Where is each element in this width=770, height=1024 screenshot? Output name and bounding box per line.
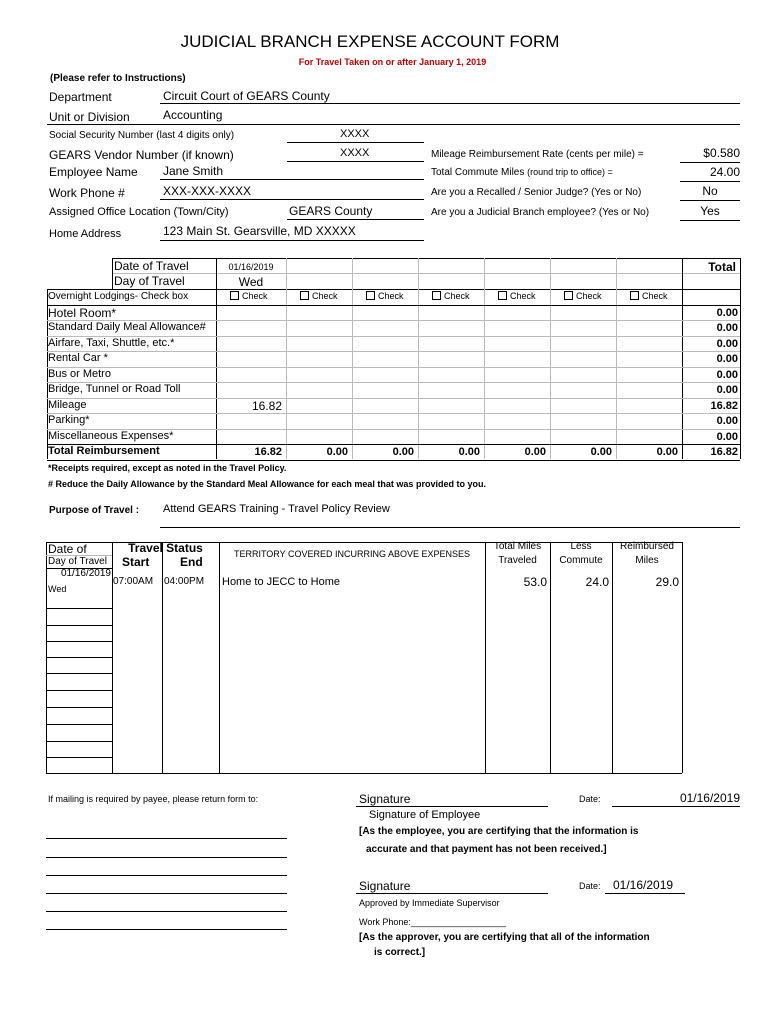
checkbox-label: Check xyxy=(312,291,338,301)
expense-row-total: 0.00 xyxy=(716,384,738,396)
column-total: 0.00 xyxy=(524,446,546,458)
supervisor-date-field[interactable]: 01/16/2019 xyxy=(613,878,674,892)
expense-row-total: 0.00 xyxy=(716,430,738,443)
checkbox-label: Check xyxy=(378,291,404,301)
mailing-note: If mailing is required by payee, please return form to: xyxy=(48,794,259,804)
expense-row-total: 0.00 xyxy=(716,353,738,365)
supervisor-work-phone[interactable]: Work Phone:___________________ xyxy=(359,917,506,927)
day-of-travel-header: Day of Travel xyxy=(48,556,107,567)
checkbox-label: Check xyxy=(576,291,602,301)
employee-name-label: Employee Name xyxy=(49,165,138,179)
approver-certification-1: [As the approver, you are certifying that all of the information xyxy=(359,932,650,943)
travel-row-miles[interactable]: 53.0 xyxy=(523,575,547,589)
ssn-field[interactable]: XXXX xyxy=(340,128,370,140)
date-of-header: Date of xyxy=(48,542,87,556)
end-header: End xyxy=(180,555,203,569)
travel-row-territory[interactable]: Home to JECC to Home xyxy=(222,576,340,588)
expense-row-label: Hotel Room* xyxy=(48,305,117,320)
vendor-label: GEARS Vendor Number (if known) xyxy=(49,148,234,162)
less-commute-header xyxy=(550,541,612,566)
column-total: 0.00 xyxy=(326,446,348,458)
office-label: Assigned Office Location (Town/City) xyxy=(49,206,229,218)
lodging-checkbox-2[interactable] xyxy=(300,291,338,301)
travel-row-start[interactable]: 07:00AM xyxy=(113,576,154,587)
expense-row-label: Bridge, Tunnel or Road Toll xyxy=(48,383,181,395)
employee-signature-label: Signature xyxy=(359,792,411,806)
senior-judge-label: Are you a Recalled / Senior Judge? (Yes or No) xyxy=(431,187,642,198)
expense-row-total: 16.82 xyxy=(710,399,738,412)
travel-row-end[interactable]: 04:00PM xyxy=(164,576,205,587)
employee-date-label: Date: xyxy=(579,794,601,804)
expense-row-label: Mileage xyxy=(48,398,87,411)
column-total: 16.82 xyxy=(254,446,282,458)
home-address-field[interactable]: 123 Main St. Gearsville, MD XXXXX xyxy=(163,224,356,238)
reduce-allowance-note: # Reduce the Daily Allowance by the Standard Meal Allowance for each meal that was provided to you. xyxy=(48,479,486,489)
form-title: JUDICIAL BRANCH EXPENSE ACCOUNT FORM xyxy=(180,32,560,51)
checkbox-label: Check xyxy=(642,291,668,301)
column-total: 0.00 xyxy=(458,446,480,458)
expense-row-value[interactable]: 16.82 xyxy=(251,398,282,413)
total-header: Total xyxy=(708,260,736,274)
lodging-checkbox-7[interactable] xyxy=(630,291,668,301)
lodging-checkbox-1[interactable] xyxy=(230,291,268,301)
travel-row-day[interactable]: Wed xyxy=(48,584,67,594)
work-phone-field[interactable]: XXX-XXX-XXXX xyxy=(163,184,252,198)
home-address-label: Home Address xyxy=(49,228,122,240)
commute-miles-note: (round trip to office) = xyxy=(527,167,613,177)
ssn-label: Social Security Number (last 4 digits only) xyxy=(49,130,235,141)
expense-row-total: 0.00 xyxy=(716,415,738,427)
expense-row-label: Parking* xyxy=(48,414,90,426)
approved-by-caption: Approved by Immediate Supervisor xyxy=(359,898,500,908)
expense-row-total: 0.00 xyxy=(716,306,738,319)
total-miles-header-2: Traveled xyxy=(498,555,537,566)
checkbox-square[interactable] xyxy=(366,291,375,300)
department-label: Department xyxy=(49,90,112,104)
total-miles-header-1: Total Miles xyxy=(493,541,542,552)
column-total: 0.00 xyxy=(392,446,414,458)
reimbursed-miles-header-2: Miles xyxy=(635,555,659,566)
purpose-field[interactable]: Attend GEARS Training - Travel Policy Review xyxy=(163,503,390,515)
lodging-checkbox-3[interactable] xyxy=(366,291,404,301)
commute-miles-field[interactable]: 24.00 xyxy=(709,165,740,179)
lodging-checkbox-6[interactable] xyxy=(564,291,602,301)
commute-miles-label xyxy=(431,167,613,178)
checkbox-square[interactable] xyxy=(300,291,309,300)
checkbox-square[interactable] xyxy=(498,291,507,300)
lodging-checkbox-4[interactable] xyxy=(432,291,470,301)
employee-signature-caption: Signature of Employee xyxy=(369,809,481,821)
total-miles-header xyxy=(485,541,550,566)
purpose-label: Purpose of Travel : xyxy=(49,505,140,516)
date-of-travel-label: Date of Travel xyxy=(114,259,189,273)
judicial-employee-field[interactable]: Yes xyxy=(700,204,720,218)
judicial-employee-label: Are you a Judicial Branch employee? (Yes or No) xyxy=(431,207,650,218)
checkbox-square[interactable] xyxy=(564,291,573,300)
employee-certification-2: accurate and that payment has not been received.] xyxy=(366,844,607,855)
unit-label: Unit or Division xyxy=(49,110,130,124)
checkbox-label: Check xyxy=(510,291,536,301)
day-of-travel-label: Day of Travel xyxy=(114,274,185,288)
expense-row-label: Airfare, Taxi, Shuttle, etc.* xyxy=(48,336,175,349)
office-field[interactable]: GEARS County xyxy=(289,204,373,218)
work-phone-label: Work Phone # xyxy=(49,186,125,200)
expense-row-label: Rental Car * xyxy=(48,352,108,364)
less-commute-header-1: Less xyxy=(570,541,592,552)
form-subtitle: For Travel Taken on or after January 1, 2019 xyxy=(298,57,487,67)
travel-status-header: Travel Status xyxy=(128,541,203,555)
travel-row-less-commute[interactable]: 24.0 xyxy=(585,575,609,589)
employee-name-field[interactable]: Jane Smith xyxy=(163,164,224,178)
checkbox-square[interactable] xyxy=(630,291,639,300)
department-field[interactable]: Circuit Court of GEARS County xyxy=(163,89,330,103)
expense-row-total: 0.00 xyxy=(716,337,738,350)
less-commute-header-2: Commute xyxy=(559,555,603,566)
expense-row-label: Miscellaneous Expenses* xyxy=(48,429,174,442)
checkbox-label: Check xyxy=(242,291,268,301)
employee-date-field[interactable]: 01/16/2019 xyxy=(679,791,740,805)
vendor-field[interactable]: XXXX xyxy=(340,147,370,159)
supervisor-signature-label: Signature xyxy=(359,879,411,893)
reimbursed-miles-header xyxy=(612,541,682,566)
start-header: Start xyxy=(122,555,150,569)
supervisor-date-label: Date: xyxy=(579,881,601,891)
total-reimbursement-label: Total Reimbursement xyxy=(48,445,160,457)
travel-date-1[interactable]: 01/16/2019 xyxy=(228,262,274,272)
commute-miles-text: Total Commute Miles xyxy=(431,167,525,178)
travel-row-reimbursed[interactable]: 29.0 xyxy=(655,575,679,589)
unit-field[interactable]: Accounting xyxy=(163,108,223,122)
expense-row-total: 0.00 xyxy=(716,322,738,334)
travel-day-1[interactable]: Wed xyxy=(238,275,264,289)
checkbox-square[interactable] xyxy=(432,291,441,300)
column-total: 0.00 xyxy=(590,446,612,458)
lodging-label: Overnight Lodgings- Check box xyxy=(48,291,189,302)
grand-total: 16.82 xyxy=(710,446,738,458)
checkbox-label: Check xyxy=(444,291,470,301)
reimbursed-miles-header-1: Reimbursed xyxy=(620,541,674,552)
column-total: 0.00 xyxy=(656,446,678,458)
expense-row-label: Standard Daily Meal Allowance# xyxy=(48,321,206,333)
approver-certification-2: is correct.] xyxy=(374,947,426,958)
territory-header: TERRITORY COVERED INCURRING ABOVE EXPENSES xyxy=(233,549,471,559)
lodging-checkbox-5[interactable] xyxy=(498,291,536,301)
travel-row-date[interactable]: 01/16/2019 xyxy=(60,568,111,579)
receipts-note: *Receipts required, except as noted in the Travel Policy. xyxy=(48,463,287,473)
refer-instructions: (Please refer to Instructions) xyxy=(50,73,186,84)
expense-row-total: 0.00 xyxy=(716,368,738,381)
checkbox-square[interactable] xyxy=(230,291,239,300)
senior-judge-field[interactable]: No xyxy=(702,184,718,198)
expense-row-label: Bus or Metro xyxy=(48,367,111,380)
employee-certification-1: [As the employee, you are certifying that the information is xyxy=(359,826,639,837)
mileage-rate-field[interactable]: $0.580 xyxy=(703,146,740,160)
mileage-rate-label: Mileage Reimbursement Rate (cents per mile) = xyxy=(431,149,644,160)
